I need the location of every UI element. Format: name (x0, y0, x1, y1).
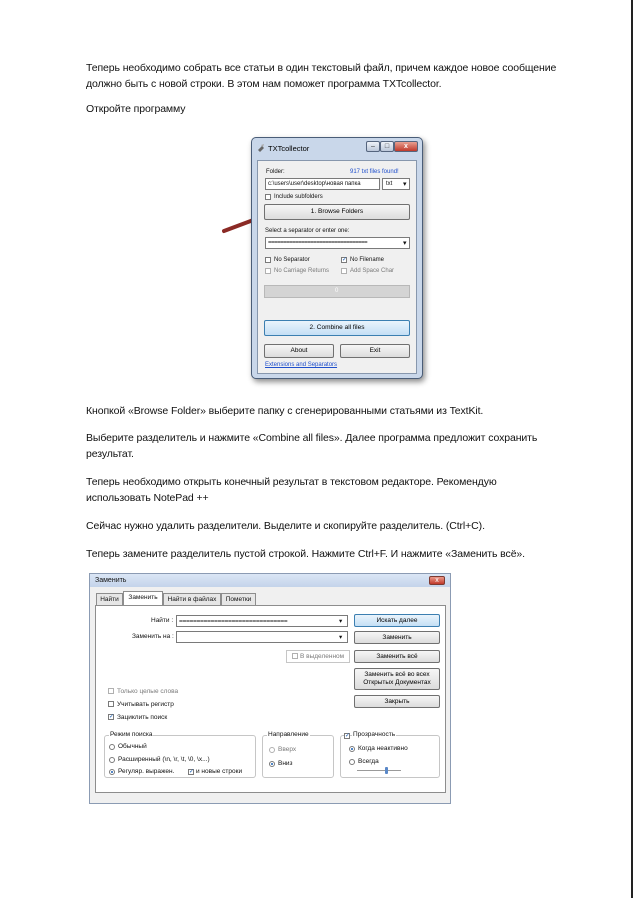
extension-value: txt (386, 181, 393, 187)
direction-down-radio[interactable] (269, 761, 275, 767)
mode-extended-radio[interactable] (109, 757, 115, 763)
match-case-checkbox[interactable] (108, 701, 114, 707)
maximize-button[interactable]: □ (380, 141, 394, 152)
files-found-status: 917 txt files found! (350, 169, 399, 175)
combine-all-files-button[interactable]: 2. Combine all files (264, 320, 410, 336)
always-label: Всегда (358, 758, 379, 765)
transparency-checkbox[interactable]: ✓ (345, 733, 351, 739)
about-button[interactable]: About (264, 344, 334, 358)
tab-find[interactable]: Найти (96, 593, 123, 605)
include-subfolders-label: Include subfolders (274, 194, 323, 200)
whole-words-checkbox[interactable] (108, 688, 114, 694)
no-separator-checkbox[interactable] (265, 257, 271, 263)
close-button[interactable]: x (394, 141, 418, 152)
paragraph-browse-folder: Кнопкой «Browse Folder» выберите папку с сгенерированными статьями из TextKit. (86, 405, 484, 417)
paragraph-remove-separators: Сейчас нужно удалить разделители. Выделите и скопируйте разделитель. (Ctrl+C). (86, 520, 485, 532)
mode-normal-radio[interactable] (109, 744, 115, 750)
close-dialog-button[interactable]: Закрыть (354, 695, 440, 708)
mode-regex-label: Регуляр. выражен. (118, 768, 175, 775)
find-next-button[interactable]: Искать далее (354, 614, 440, 627)
when-inactive-radio[interactable] (349, 746, 355, 752)
paragraph-replace: Теперь замените разделитель пустой строкой. Нажмите Ctrl+F. И нажмите «Заменить всё». (86, 548, 525, 560)
extensions-and-separators-link[interactable]: Extensions and Separators (265, 362, 338, 368)
paragraph-open-editor (86, 474, 586, 506)
button-line: Открытых Документах (363, 679, 431, 686)
replace-input[interactable] (176, 631, 348, 643)
transparency-slider-track[interactable] (357, 770, 401, 771)
paragraph-line: должно быть с новой строки. В этом нам поможет программа TXTcollector. (86, 78, 442, 90)
include-subfolders-checkbox[interactable] (265, 194, 271, 200)
search-mode-group (104, 731, 256, 778)
paragraph-separator (86, 430, 586, 462)
direction-up-label: Вверх (278, 746, 297, 753)
folder-label: Folder: (266, 169, 285, 175)
transparency-group (340, 731, 440, 778)
extension-select[interactable] (382, 178, 410, 190)
no-carriage-returns-label: No Carriage Returns (274, 268, 330, 274)
find-value: =============================== (179, 618, 288, 625)
paragraph-line: результат. (86, 448, 134, 460)
transparency-title: Прозрачность (353, 731, 396, 738)
newlines-checkbox[interactable]: ✓ (189, 769, 195, 775)
separator-value: ================================= (268, 240, 368, 246)
newlines-label: и новые строки (196, 768, 243, 775)
paragraph-line: Теперь необходимо открыть конечный результат в текстовом редакторе. Рекомендую (86, 476, 497, 488)
direction-down-label: Вниз (278, 760, 293, 767)
no-carriage-returns-checkbox[interactable] (265, 268, 271, 274)
progress-value: 0 (335, 288, 339, 294)
direction-group (262, 731, 334, 778)
button-line: Заменить всё во всех (364, 671, 430, 678)
exit-button[interactable]: Exit (340, 344, 410, 358)
in-selection-checkbox[interactable] (292, 653, 298, 659)
chevron-down-icon: ▾ (339, 634, 343, 641)
paragraph-open-program: Откройте программу (86, 103, 186, 115)
replace-button[interactable]: Заменить (354, 631, 440, 644)
browse-folders-button[interactable]: 1. Browse Folders (264, 204, 410, 220)
replace-dialog (89, 573, 451, 804)
separator-select[interactable] (265, 237, 410, 249)
in-selection-box (286, 650, 350, 663)
replace-with-label: Заменить на : (132, 633, 174, 640)
add-space-char-checkbox[interactable] (341, 268, 347, 274)
separator-label: Select a separator or enter one: (265, 228, 350, 234)
replace-dialog-titlebar (90, 574, 450, 587)
find-input[interactable] (176, 615, 348, 627)
no-filename-checkbox[interactable]: ✓ (342, 257, 348, 263)
add-space-char-label: Add Space Char (350, 268, 395, 274)
txtcollector-window (251, 137, 423, 379)
chevron-down-icon: ▾ (339, 618, 343, 625)
tab-replace[interactable]: Заменить (123, 591, 163, 606)
replace-all-open-docs-button[interactable] (354, 668, 440, 690)
chevron-down-icon: ▾ (403, 181, 407, 188)
mode-regex-radio[interactable] (109, 769, 115, 775)
tab-find-in-files[interactable]: Найти в файлах (163, 593, 221, 605)
replace-dialog-title: Заменить (95, 577, 127, 584)
folder-path-input[interactable] (265, 178, 380, 190)
paragraph-line: использовать NotePad ++ (86, 492, 209, 504)
paragraph-intro (86, 60, 586, 92)
no-filename-label: No Filename (350, 257, 385, 263)
search-mode-title: Режим поиска (110, 731, 153, 738)
mode-extended-label: Расширенный (\n, \r, \t, \0, \x...) (118, 756, 210, 763)
folder-path-value: c:\users\user\desktop\новая папка (268, 181, 361, 187)
match-case-label: Учитывать регистр (117, 701, 174, 708)
transparency-slider-thumb[interactable] (385, 767, 388, 774)
direction-up-radio[interactable] (269, 747, 275, 753)
wrap-around-checkbox[interactable]: ✓ (109, 714, 115, 720)
always-radio[interactable] (349, 759, 355, 765)
no-separator-label: No Separator (274, 257, 310, 263)
chevron-down-icon: ▾ (403, 240, 407, 247)
minimize-button[interactable]: – (366, 141, 380, 152)
window-title: TXTcollector (268, 144, 310, 153)
app-icon (257, 144, 265, 152)
paragraph-line: Выберите разделитель и нажмите «Combine all files». Далее программа предложит сохранить (86, 432, 538, 444)
in-selection-label: В выделенном (300, 653, 345, 660)
direction-title: Направление (268, 731, 309, 738)
replace-all-button[interactable]: Заменить всё (354, 650, 440, 663)
close-icon[interactable]: x (429, 576, 445, 585)
find-label: Найти : (151, 617, 174, 624)
window-body (257, 160, 417, 374)
tab-marks[interactable]: Пометки (221, 593, 256, 605)
whole-words-label: Только целые слова (117, 688, 179, 695)
wrap-around-label: Зациклить поиск (117, 714, 168, 721)
mode-normal-label: Обычный (118, 743, 147, 750)
paragraph-line: Теперь необходимо собрать все статьи в один текстовый файл, причем каждое новое сообщение (86, 62, 557, 74)
progress-bar (264, 285, 410, 298)
when-inactive-label: Когда неактивно (358, 745, 408, 752)
replace-tab-panel (95, 605, 446, 793)
